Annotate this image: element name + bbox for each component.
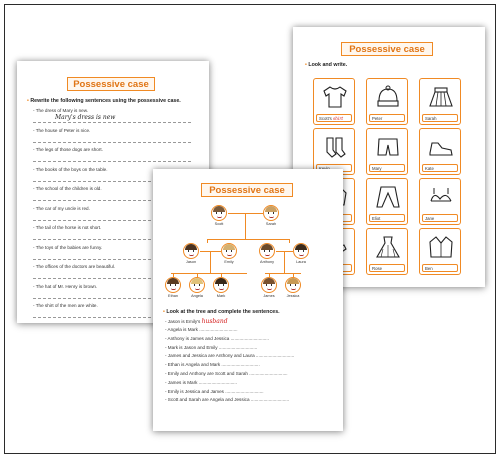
answer-line bbox=[33, 122, 191, 123]
person-name: Laura bbox=[296, 260, 306, 264]
connector bbox=[207, 239, 208, 243]
answer-box: Peter bbox=[369, 114, 405, 122]
person-name: Sarah bbox=[265, 222, 277, 226]
eyes bbox=[266, 284, 272, 286]
sentence: - James and Jessica are Anthony and Laura .............................. bbox=[165, 353, 295, 359]
sentence: - The tail of the horse is not short. bbox=[33, 225, 102, 230]
answer-box: Rose bbox=[369, 264, 405, 272]
worksheet-title: Possessive case bbox=[67, 77, 155, 91]
mouth bbox=[195, 288, 200, 290]
mouth bbox=[171, 288, 176, 290]
instruction: • Look and write. bbox=[305, 62, 348, 68]
person-name: Angela bbox=[191, 294, 203, 298]
person-avatar bbox=[259, 243, 275, 259]
person-name: Jessica bbox=[286, 294, 300, 298]
person-avatar bbox=[189, 277, 205, 293]
clothing-cell-shirt bbox=[313, 78, 355, 125]
answer-box: Ben bbox=[422, 264, 458, 272]
worksheet-title: Possessive case bbox=[201, 183, 293, 197]
answer-line bbox=[33, 161, 191, 162]
person-name: Ethan bbox=[168, 294, 178, 298]
sentence: - James is Mark .............................. bbox=[165, 379, 237, 385]
mouth bbox=[299, 254, 304, 256]
clothing-cell bbox=[366, 128, 408, 175]
shoe-icon bbox=[428, 135, 454, 159]
clothing-cell bbox=[366, 228, 408, 275]
person-name: Mark bbox=[216, 294, 226, 298]
person-avatar bbox=[211, 205, 227, 221]
eyes bbox=[218, 284, 224, 286]
connector bbox=[289, 239, 290, 243]
eyes bbox=[216, 212, 222, 214]
sentence: - The house of Peter is nice. bbox=[33, 127, 91, 133]
eyes bbox=[188, 250, 194, 252]
connector bbox=[210, 251, 211, 273]
sentence: - The school of the children is old. bbox=[33, 186, 102, 191]
sentence: - The toys of the babies are funny. bbox=[33, 244, 103, 250]
person-name: Anthony bbox=[260, 260, 274, 264]
sentence: - The car of my uncle is red. bbox=[33, 205, 90, 211]
instruction: • Rewrite the following sentences using the possessive case. bbox=[27, 98, 181, 104]
answer-box: Sarah bbox=[422, 114, 458, 122]
bra-icon bbox=[428, 185, 454, 209]
connector bbox=[245, 213, 246, 239]
eyes bbox=[298, 250, 304, 252]
worksheet-middle bbox=[153, 169, 343, 431]
person-avatar bbox=[165, 277, 181, 293]
mouth bbox=[219, 288, 224, 290]
connector bbox=[284, 251, 285, 273]
person-name: Scott bbox=[214, 222, 224, 226]
mouth bbox=[217, 216, 222, 218]
mouth bbox=[227, 254, 232, 256]
answer-box: Kate bbox=[422, 164, 458, 172]
mouth bbox=[267, 288, 272, 290]
clothing-cell bbox=[313, 128, 355, 175]
dress-icon bbox=[375, 235, 401, 259]
worksheet-title: Possessive case bbox=[341, 42, 433, 56]
connector bbox=[171, 273, 247, 274]
sentence: - Mark is Jason and Emily .............................. bbox=[165, 344, 258, 350]
person-avatar bbox=[263, 205, 279, 221]
mouth bbox=[189, 254, 194, 256]
answer-box: Jane bbox=[422, 214, 458, 222]
sentence: - The legs of those dogs are short. bbox=[33, 147, 103, 152]
sentence: - Ethan is Angela and Mark .............................. bbox=[165, 362, 260, 368]
sentence: - Scott and Sarah are Angela and Jessica .............................. bbox=[165, 397, 290, 403]
clothing-cell bbox=[419, 78, 461, 125]
eyes bbox=[170, 284, 176, 286]
clothing-cell bbox=[419, 128, 461, 175]
connector bbox=[207, 239, 289, 240]
skirt-icon bbox=[428, 85, 454, 109]
sentence: - The offices of the doctors are beautiful. bbox=[33, 264, 116, 269]
sentence: - The shirt of the men are white. bbox=[33, 303, 98, 308]
person-avatar bbox=[293, 243, 309, 259]
mouth bbox=[265, 254, 270, 256]
sentence: - Anthony is James and Jessica .............................. bbox=[165, 335, 269, 341]
clothing-cell bbox=[419, 178, 461, 225]
person-avatar bbox=[221, 243, 237, 259]
eyes bbox=[226, 250, 232, 252]
sentence: - The dress of Mary is new. bbox=[33, 108, 89, 113]
beanie-icon bbox=[375, 85, 401, 109]
clothing-cell bbox=[366, 78, 408, 125]
jacket-icon bbox=[428, 235, 454, 259]
person-avatar bbox=[285, 277, 301, 293]
handwritten-answer: Mary's dress is new bbox=[55, 114, 116, 121]
tshirt-icon bbox=[322, 85, 348, 109]
eyes bbox=[264, 250, 270, 252]
person-avatar bbox=[183, 243, 199, 259]
clothing-cell bbox=[419, 228, 461, 275]
socks-icon bbox=[322, 135, 348, 159]
person-avatar bbox=[213, 277, 229, 293]
sentence: - The hat of Mr. Henry is brown. bbox=[33, 283, 98, 289]
mouth bbox=[291, 288, 296, 290]
shorts-icon bbox=[375, 135, 401, 159]
clothing-cell bbox=[366, 178, 408, 225]
person-name: Emily bbox=[224, 260, 234, 264]
sentence: - Emily and Anthony are Scott and Sarah .............................. bbox=[165, 371, 288, 376]
mouth bbox=[269, 216, 274, 218]
sentence: - Emily is Jessica and James .............................. bbox=[165, 388, 264, 394]
connector bbox=[265, 273, 301, 274]
instruction: • Look at the tree and complete the sentences. bbox=[163, 309, 280, 315]
answer-box: Mary bbox=[369, 164, 405, 172]
eyes bbox=[268, 212, 274, 214]
eyes bbox=[290, 284, 296, 286]
sentence: - Angela is Mark .............................. bbox=[165, 327, 238, 332]
person-name: James bbox=[263, 294, 275, 298]
person-avatar bbox=[261, 277, 277, 293]
answer-box: Scott's shirt bbox=[316, 114, 352, 122]
answer-line bbox=[33, 142, 191, 143]
sentence: - The books of the boys on the table. bbox=[33, 166, 108, 172]
trousers-icon bbox=[375, 185, 401, 209]
person-name: Jason bbox=[185, 260, 197, 264]
answer-box: Eliot bbox=[369, 214, 405, 222]
eyes bbox=[194, 284, 200, 286]
example-sentence: - Jason is Emily's husband bbox=[165, 318, 228, 325]
